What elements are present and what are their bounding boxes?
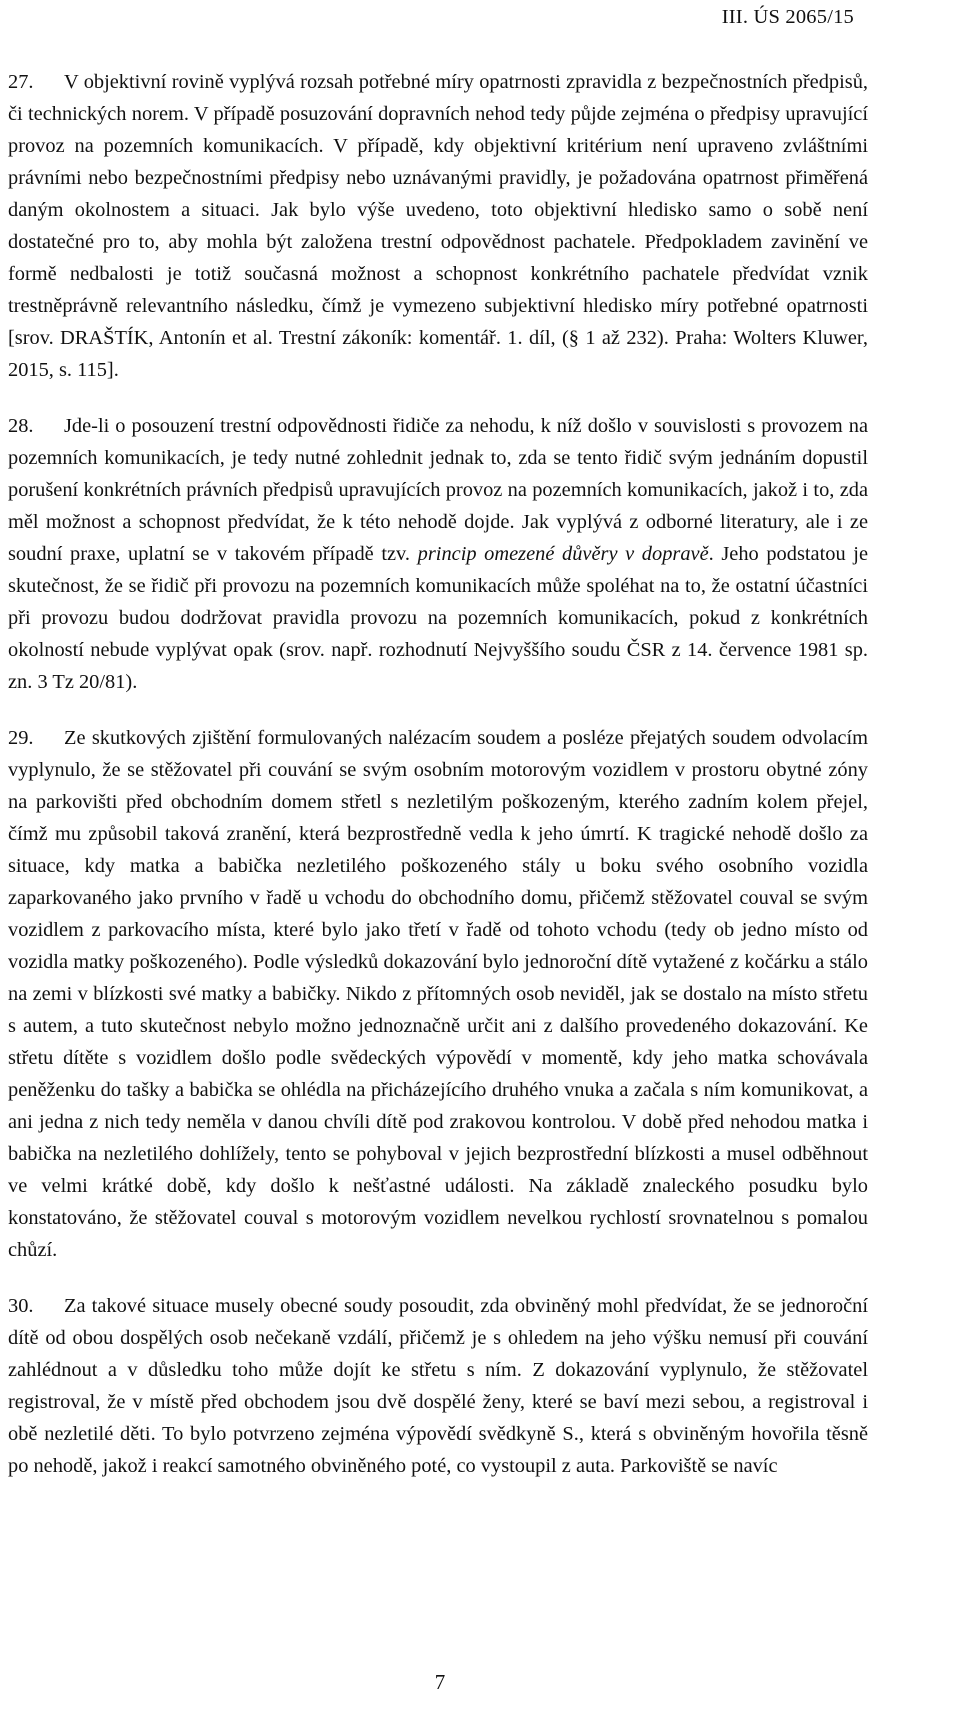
- paragraph-text: Za takové situace musely obecné soudy posoudit, zda obviněný mohl předvídat, že se jednoroční dítě od obou dospělých osob nečekaně vzdálí, přičemž je s ohledem na jeho výšku nemusí při couvání zahlédnout a v důsledku toho může dojít ke střetu s ním. Z dokazování vyplynulo, že stěžovatel registroval, že v místě před obchodem jsou dvě dospělé ženy, které se baví mezi sebou, a registroval i obě nezletilé děti. To bylo potvrzeno zejména výpovědí svědkyně S., která s obviněným hovořila těsně po nehodě, jakož i reakcí samotného obviněného poté, co vystoupil z auta. Parkoviště se navíc: [8, 1295, 868, 1477]
- paragraph-italic-term: princip omezené důvěry v dopravě: [417, 543, 709, 565]
- paragraph-text: V objektivní rovině vyplývá rozsah potřebné míry opatrnosti zpravidla z bezpečnostních předpisů, či technických norem. V případě posuzování dopravních nehod tedy půjde zejména o předpisy upravující provoz na pozemních komunikacích. V případě, kdy objektivní kritérium není upraveno zvláštními právními nebo bezpečnostními předpisy nebo uznávanými pravidly, je požadována opatrnost přiměřená daným okolnostem a situaci. Jak bylo výše uvedeno, toto objektivní hledisko samo o sobě není dostatečné pro to, aby mohla být založena trestní odpovědnost pachatele. Předpokladem zavinění ve formě nedbalosti je totiž současná možnost a schopnost konkrétního pachatele předvídat vznik trestněprávně relevantního následku, čímž je vymezeno subjektivní hledisko míry potřebné opatrnosti [srov. DRAŠTÍK, Antonín et al. Trestní zákoník: komentář. 1. díl, (§ 1 až 232). Praha: Wolters Kluwer, 2015, s. 115].: [8, 71, 868, 381]
- paragraph-number: 29.: [8, 727, 34, 749]
- paragraph-number: 28.: [8, 415, 34, 437]
- case-number-header: III. ÚS 2065/15: [721, 6, 854, 28]
- paragraph-text-continued: . Jeho podstatou je skutečnost, že se řidič při provozu na pozemních komunikacích může spoléhat na to, že ostatní účastníci při provozu budou dodržovat pravidla provozu na pozemních komunikacích, pokud z konkrétních okolností nebude vyplývat opak (srov. např. rozhodnutí Nejvyššího soudu ČSR z 14. července 1981 sp. zn. 3 Tz 20/81).: [8, 543, 868, 693]
- paragraph-number: 27.: [8, 71, 34, 93]
- paragraph-text: Ze skutkových zjištění formulovaných nalézacím soudem a posléze přejatých soudem odvolacím vyplynulo, že se stěžovatel při couvání se svým osobním motorovým vozidlem v prostoru obytné zóny na parkovišti před obchodním domem střetl s nezletilým poškozeným, kterého zadním kolem přejel, čímž mu způsobil taková zranění, která bezprostředně vedla k jeho úmrtí. K tragické nehodě došlo za situace, kdy matka a babička nezletilého poškozeného stály u boku svého osobního vozidla zaparkovaného jako prvního v řadě u vchodu do obchodního domu, přičemž stěžovatel couval se svým vozidlem z parkovacího místa, které bylo jako třetí v řadě od tohoto vchodu (tedy ob jedno místo od vozidla matky poškozeného). Podle výsledků dokazování bylo jednoroční dítě vytažené z kočárku a stálo na zemi v blízkosti své matky a babičky. Nikdo z přítomných osob neviděl, jak se dostalo na místo střetu s autem, a tuto skutečnost nebylo možno jednoznačně určit ani z dalšího provedeného dokazování. Ke střetu dítěte s vozidlem došlo podle svědeckých výpovědí v momentě, kdy jeho matka schovávala peněženku do tašky a babička se ohlédla na přicházejícího druhého vnuka a začala s ním komunikovat, a ani jedna z nich tedy neměla v danou chvíli dítě pod zrakovou kontrolou. V době před nehodou matka i babička na nezletilého dohlížely, tento se pohyboval v jejich bezprostřední blízkosti a musel odběhnout ve velmi krátké době, kdy došlo k nešťastné události. Na základě znaleckého posudku bylo konstatováno, že stěžovatel couval s motorovým vozidlem nevelkou rychlostí srovnatelnou s pomalou chůzí.: [8, 727, 868, 1261]
- paragraph-27: [8, 66, 868, 386]
- document-body: [8, 66, 868, 1506]
- paragraph-30: [8, 1290, 868, 1482]
- paragraph-number: 30.: [8, 1295, 34, 1317]
- page-number: 7: [434, 1670, 446, 1694]
- paragraph-29: [8, 722, 868, 1266]
- paragraph-28: [8, 410, 868, 698]
- paragraph-text: Jde-li o posouzení trestní odpovědnosti řidiče za nehodu, k níž došlo v souvislosti s provozem na pozemních komunikacích, je tedy nutné zohlednit jednak to, zda se tento řidič svým jednáním dopustil porušení konkrétních právních předpisů upravujících provoz na pozemních komunikacích, jakož i to, zda měl možnost a schopnost předvídat, že k této nehodě dojde. Jak vyplývá z odborné literatury, ale i ze soudní praxe, uplatní se v takovém případě tzv.: [8, 415, 868, 565]
